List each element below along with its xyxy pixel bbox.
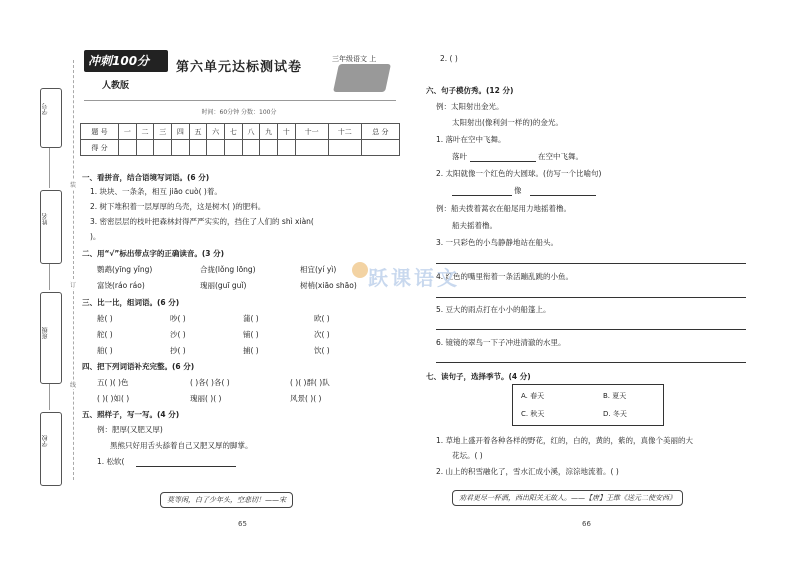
sidebar-divider <box>49 148 50 188</box>
score-cell: 四 <box>172 124 190 140</box>
compare-word[interactable]: 铺( ) <box>243 330 259 339</box>
score-input[interactable] <box>119 140 137 156</box>
answer-line[interactable] <box>436 362 746 363</box>
question-1-title: 一、看拼音，结合语境写词语。(6 分) <box>82 173 210 182</box>
question-5-item-2: 2. ( ) <box>440 54 458 63</box>
question-6-prompt: 像 <box>514 186 522 195</box>
school-label: 学校 <box>42 435 49 447</box>
compare-word[interactable]: 捕( ) <box>243 346 259 355</box>
score-table <box>80 123 400 156</box>
idiom-blank[interactable]: ( )( )如( ) <box>97 394 130 403</box>
score-label: 得 分 <box>81 140 119 156</box>
school-box <box>40 412 62 486</box>
question-6-item: 6. 镜镜的翠鸟一下子冲进清澈的水里。 <box>436 338 566 347</box>
question-5-title: 五、照样子，写一写。(4 分) <box>82 410 180 419</box>
pinyin-choice[interactable]: 鹦鹉(yīng yǐng) <box>97 265 153 274</box>
question-6-example-answer: 船夫摇着橹。 <box>452 221 497 230</box>
score-value-row <box>81 140 400 156</box>
idiom-blank[interactable]: ( )( )群( )队 <box>290 378 330 387</box>
answer-line[interactable] <box>436 263 746 264</box>
season-options-box <box>512 384 664 426</box>
score-input[interactable] <box>136 140 154 156</box>
page-number: 66 <box>582 520 591 528</box>
binding-char: 订 <box>70 282 77 289</box>
question-6-example-answer: 太阳射出(像利剑一样的)的金光。 <box>452 118 563 127</box>
idiom-blank[interactable]: ( )各( )各( ) <box>190 378 230 387</box>
score-cell: 总 分 <box>361 124 399 140</box>
binding-char: 装 <box>70 182 77 189</box>
question-6-item: 1. 落叶在空中飞舞。 <box>436 135 506 144</box>
compare-word[interactable]: 沙( ) <box>170 330 186 339</box>
option-winter[interactable]: D. 冬天 <box>603 410 627 418</box>
compare-word[interactable]: 舶( ) <box>97 346 113 355</box>
question-4-title: 四、把下列词语补充完整。(6 分) <box>82 362 195 371</box>
answer-line[interactable] <box>530 195 596 196</box>
idiom-blank[interactable]: 风景( )( ) <box>290 394 322 403</box>
compare-word[interactable]: 抄( ) <box>170 346 186 355</box>
class-box <box>40 292 62 384</box>
score-cell: 五 <box>189 124 207 140</box>
student-id-box <box>40 88 62 148</box>
question-6-prompt: 落叶 <box>452 152 467 161</box>
compare-word[interactable]: 吵( ) <box>170 314 186 323</box>
answer-line[interactable] <box>136 466 236 467</box>
compare-word[interactable]: 欧( ) <box>314 314 330 323</box>
score-input[interactable] <box>260 140 278 156</box>
question-7-item: 1. 草地上盛开着各种各样的野花，红的，白的，黄的，紫的，真像个美丽的大 <box>436 436 694 445</box>
student-name-label: 姓名 <box>42 213 49 225</box>
compare-word[interactable]: 舱( ) <box>97 314 113 323</box>
question-6-item: 5. 豆大的雨点打在小小的船篷上。 <box>436 305 551 314</box>
question-6-example: 例：船夫拨着蒿衣在船尾用力地摇着橹。 <box>436 204 571 213</box>
sidebar-divider <box>49 264 50 290</box>
poem-quote: 劝君更尽一杯酒，西出阳关无故人。——【唐】王维《送元二使安西》 <box>452 490 683 506</box>
question-7-item-cont: 花坛。( ) <box>452 451 483 460</box>
option-autumn[interactable]: C. 秋天 <box>521 410 545 418</box>
answer-line[interactable] <box>436 297 746 298</box>
idiom-blank[interactable]: 五( )( )色 <box>97 378 129 387</box>
binding-char: 线 <box>70 382 77 389</box>
score-input[interactable] <box>361 140 399 156</box>
pinyin-choice[interactable]: 相宜(yí yì) <box>300 265 337 274</box>
option-summer[interactable]: B. 夏天 <box>603 392 627 400</box>
score-input[interactable] <box>328 140 361 156</box>
score-input[interactable] <box>207 140 225 156</box>
idiom-blank[interactable]: 瑰丽( )( ) <box>190 394 222 403</box>
score-cell: 十 <box>277 124 295 140</box>
score-input[interactable] <box>189 140 207 156</box>
question-6-title: 六、句子模仿秀。(12 分) <box>426 86 514 95</box>
question-6-item: 2. 太阳就像一个红色的大圆球。(仿写一个比喻句) <box>436 169 602 178</box>
question-6-item: 4. 红色的嘴里衔着一条活蹦乱跳的小鱼。 <box>436 272 574 281</box>
score-input[interactable] <box>224 140 242 156</box>
watermark: 跃课语文 <box>368 266 460 290</box>
pinyin-choice[interactable]: 树梢(xiāo shāo) <box>300 281 357 290</box>
question-1-item: 3. 密密层层的枝叶把森林封得严严实实的，挡住了人们的 shì xiàn( <box>90 217 314 226</box>
compare-word[interactable]: 次( ) <box>314 330 330 339</box>
pinyin-choice[interactable]: 富饶(ráo ráo) <box>97 281 145 290</box>
compare-word[interactable]: 蒲( ) <box>243 314 259 323</box>
score-cell: 一 <box>119 124 137 140</box>
score-input[interactable] <box>277 140 295 156</box>
binding-line <box>70 60 78 480</box>
question-6-example: 例：太阳射出金光。 <box>436 102 504 111</box>
score-cell: 七 <box>224 124 242 140</box>
exam-header <box>84 50 396 96</box>
score-cell: 八 <box>242 124 260 140</box>
score-cell: 九 <box>260 124 278 140</box>
question-2-title: 二、用“√”标出带点字的正确读音。(3 分) <box>82 249 225 258</box>
page-number: 65 <box>238 520 247 528</box>
compare-word[interactable]: 舵( ) <box>97 330 113 339</box>
score-input[interactable] <box>295 140 328 156</box>
header-rule <box>84 100 396 101</box>
score-cell: 十二 <box>328 124 361 140</box>
question-7-title: 七、读句子，选择季节。(4 分) <box>426 372 531 381</box>
pinyin-choice[interactable]: 合拢(lǒng lōng) <box>200 265 256 274</box>
score-input[interactable] <box>154 140 172 156</box>
answer-line[interactable] <box>470 161 536 162</box>
question-3-title: 三、比一比，组词语。(6 分) <box>82 298 180 307</box>
compare-word[interactable]: 饮( ) <box>314 346 330 355</box>
score-header-row <box>81 124 400 140</box>
question-1-item: 2. 树下堆积着一层厚厚的乌壳，这是树木( )的肥料。 <box>90 202 266 211</box>
brand-logo: 冲刺100分 <box>84 50 168 72</box>
edition-label: 人教版 <box>102 81 130 91</box>
score-cell: 十一 <box>295 124 328 140</box>
motto-quote: 莫等闲，白了少年头，空悲切！——宋 <box>160 492 293 508</box>
sidebar-divider <box>49 384 50 410</box>
class-label: 班级 <box>42 327 49 339</box>
exam-meta: 时间：60分钟 分数：100分 <box>201 109 277 116</box>
answer-line[interactable] <box>452 195 512 196</box>
student-info-sidebar <box>38 78 64 488</box>
question-1-item: 1. 块块、一条条，相互 jiāo cuò( )着。 <box>90 187 222 196</box>
question-5-sentence: 黑熊只好用舌头舔着自己又肥又厚的脚掌。 <box>110 441 253 450</box>
score-cell: 六 <box>207 124 225 140</box>
question-7-item: 2. 山上的积雪融化了，雪水汇成小溪，淙淙地流着。( ) <box>436 467 619 476</box>
student-name-box <box>40 190 62 264</box>
score-input[interactable] <box>172 140 190 156</box>
score-cell: 二 <box>136 124 154 140</box>
score-cell: 题 号 <box>81 124 119 140</box>
score-cell: 三 <box>154 124 172 140</box>
grade-label: 三年级语文 上 <box>332 55 377 63</box>
score-input[interactable] <box>242 140 260 156</box>
pinyin-choice[interactable]: 瑰丽(guī guǐ) <box>200 281 247 290</box>
question-1-item: )。 <box>90 232 101 241</box>
watermark-logo-icon <box>352 262 368 278</box>
exam-title: 第六单元达标测试卷 <box>176 60 303 75</box>
book-illustration <box>333 64 391 92</box>
student-id-label: 学号 <box>42 103 49 115</box>
option-spring[interactable]: A. 春天 <box>521 392 545 400</box>
question-6-item: 3. 一只彩色的小鸟静静地站在船头。 <box>436 238 559 247</box>
question-6-prompt: 在空中飞舞。 <box>538 152 583 161</box>
answer-line[interactable] <box>436 329 746 330</box>
question-5-item: 1. 松软( <box>97 457 125 466</box>
question-5-example: 例：肥厚(又肥又厚) <box>97 425 163 434</box>
